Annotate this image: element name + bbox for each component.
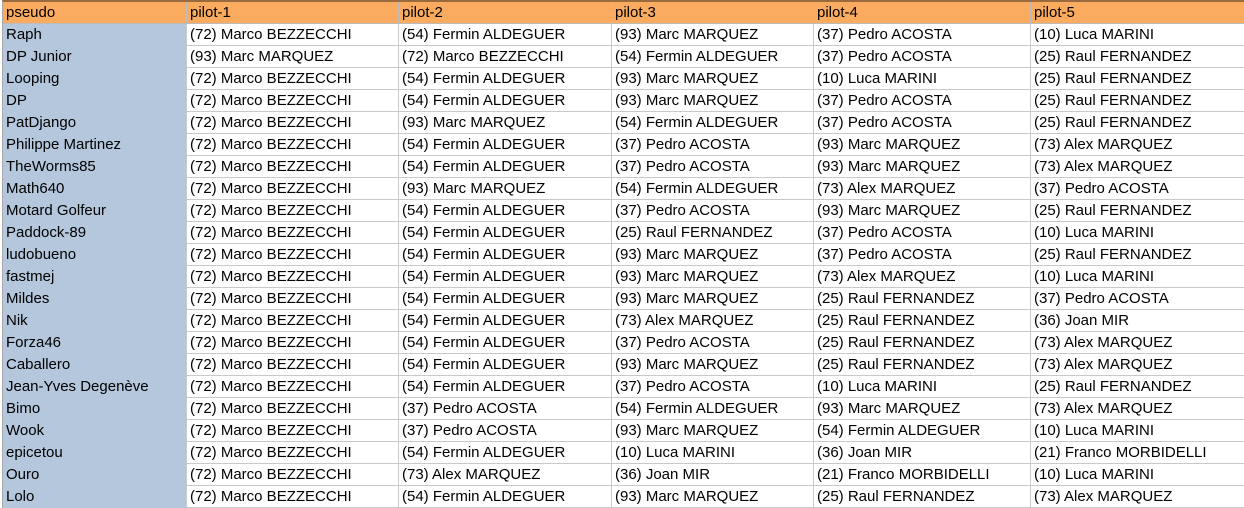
pick-cell[interactable]: (54) Fermin ALDEGUER xyxy=(399,354,612,376)
pseudo-cell[interactable]: Bimo xyxy=(3,398,187,420)
pick-cell[interactable]: (72) Marco BEZZECCHI xyxy=(187,398,399,420)
column-header-pilot-5[interactable]: pilot-5 xyxy=(1031,2,1244,24)
pick-cell[interactable]: (54) Fermin ALDEGUER xyxy=(399,134,612,156)
pseudo-cell[interactable]: TheWorms85 xyxy=(3,156,187,178)
pick-cell[interactable]: (37) Pedro ACOSTA xyxy=(1031,178,1244,200)
pick-cell[interactable]: (25) Raul FERNANDEZ xyxy=(1031,90,1244,112)
pick-cell[interactable]: (25) Raul FERNANDEZ xyxy=(1031,68,1244,90)
pseudo-cell[interactable]: Jean-Yves Degenève xyxy=(3,376,187,398)
pick-cell[interactable]: (54) Fermin ALDEGUER xyxy=(399,90,612,112)
pick-cell[interactable]: (72) Marco BEZZECCHI xyxy=(187,442,399,464)
pick-cell[interactable]: (73) Alex MARQUEZ xyxy=(1031,354,1244,376)
pick-cell[interactable]: (73) Alex MARQUEZ xyxy=(1031,134,1244,156)
pick-cell[interactable]: (72) Marco BEZZECCHI xyxy=(187,288,399,310)
pick-cell[interactable]: (25) Raul FERNANDEZ xyxy=(814,332,1031,354)
pick-cell[interactable]: (37) Pedro ACOSTA xyxy=(1031,288,1244,310)
pick-cell[interactable]: (93) Marc MARQUEZ xyxy=(814,156,1031,178)
predictions-table xyxy=(2,0,1244,508)
pick-cell[interactable]: (73) Alex MARQUEZ xyxy=(612,310,814,332)
pick-cell[interactable]: (72) Marco BEZZECCHI xyxy=(187,222,399,244)
pick-cell[interactable]: (72) Marco BEZZECCHI xyxy=(187,310,399,332)
pick-cell[interactable]: (93) Marc MARQUEZ xyxy=(612,68,814,90)
pseudo-cell[interactable]: Lolo xyxy=(3,486,187,508)
pick-cell[interactable]: (73) Alex MARQUEZ xyxy=(1031,332,1244,354)
pick-cell[interactable]: (25) Raul FERNANDEZ xyxy=(612,222,814,244)
pick-cell[interactable]: (54) Fermin ALDEGUER xyxy=(814,420,1031,442)
pick-cell[interactable]: (54) Fermin ALDEGUER xyxy=(399,288,612,310)
pseudo-cell[interactable]: Raph xyxy=(3,24,187,46)
pick-cell[interactable]: (72) Marco BEZZECCHI xyxy=(399,46,612,68)
pick-cell[interactable]: (72) Marco BEZZECCHI xyxy=(187,376,399,398)
pick-cell[interactable]: (93) Marc MARQUEZ xyxy=(399,112,612,134)
pseudo-cell[interactable]: Looping xyxy=(3,68,187,90)
pick-cell[interactable]: (93) Marc MARQUEZ xyxy=(612,420,814,442)
pick-cell[interactable]: (37) Pedro ACOSTA xyxy=(814,24,1031,46)
pick-cell[interactable]: (72) Marco BEZZECCHI xyxy=(187,134,399,156)
pick-cell[interactable]: (21) Franco MORBIDELLI xyxy=(814,464,1031,486)
pick-cell[interactable]: (93) Marc MARQUEZ xyxy=(612,244,814,266)
pick-cell[interactable]: (54) Fermin ALDEGUER xyxy=(612,398,814,420)
pseudo-cell[interactable]: PatDjango xyxy=(3,112,187,134)
column-header-pseudo[interactable]: pseudo xyxy=(3,2,187,24)
pick-cell[interactable]: (37) Pedro ACOSTA xyxy=(814,222,1031,244)
pick-cell[interactable]: (72) Marco BEZZECCHI xyxy=(187,420,399,442)
pick-cell[interactable]: (73) Alex MARQUEZ xyxy=(399,464,612,486)
pick-cell[interactable]: (72) Marco BEZZECCHI xyxy=(187,200,399,222)
pseudo-cell[interactable]: Wook xyxy=(3,420,187,442)
pseudo-cell[interactable]: Paddock-89 xyxy=(3,222,187,244)
pick-cell[interactable]: (54) Fermin ALDEGUER xyxy=(399,24,612,46)
pick-cell[interactable]: (37) Pedro ACOSTA xyxy=(612,156,814,178)
pick-cell[interactable]: (73) Alex MARQUEZ xyxy=(814,178,1031,200)
pick-cell[interactable]: (93) Marc MARQUEZ xyxy=(612,266,814,288)
pick-cell[interactable]: (37) Pedro ACOSTA xyxy=(814,244,1031,266)
pick-cell[interactable]: (36) Joan MIR xyxy=(612,464,814,486)
pick-cell[interactable]: (93) Marc MARQUEZ xyxy=(612,288,814,310)
pick-cell[interactable]: (54) Fermin ALDEGUER xyxy=(612,178,814,200)
pick-cell[interactable]: (72) Marco BEZZECCHI xyxy=(187,90,399,112)
pseudo-cell[interactable]: DP Junior xyxy=(3,46,187,68)
pick-cell[interactable]: (72) Marco BEZZECCHI xyxy=(187,24,399,46)
pick-cell[interactable]: (37) Pedro ACOSTA xyxy=(399,398,612,420)
pick-cell[interactable]: (93) Marc MARQUEZ xyxy=(399,178,612,200)
pick-cell[interactable]: (54) Fermin ALDEGUER xyxy=(399,244,612,266)
pick-cell[interactable]: (25) Raul FERNANDEZ xyxy=(1031,376,1244,398)
pick-cell[interactable]: (25) Raul FERNANDEZ xyxy=(1031,112,1244,134)
pick-cell[interactable]: (37) Pedro ACOSTA xyxy=(814,46,1031,68)
pick-cell[interactable]: (36) Joan MIR xyxy=(1031,310,1244,332)
pick-cell[interactable]: (25) Raul FERNANDEZ xyxy=(1031,46,1244,68)
pick-cell[interactable]: (54) Fermin ALDEGUER xyxy=(399,222,612,244)
pick-cell[interactable]: (93) Marc MARQUEZ xyxy=(612,90,814,112)
pick-cell[interactable]: (25) Raul FERNANDEZ xyxy=(814,486,1031,508)
pick-cell[interactable]: (93) Marc MARQUEZ xyxy=(187,46,399,68)
pick-cell[interactable]: (72) Marco BEZZECCHI xyxy=(187,178,399,200)
pick-cell[interactable]: (93) Marc MARQUEZ xyxy=(814,134,1031,156)
pick-cell[interactable]: (72) Marco BEZZECCHI xyxy=(187,354,399,376)
pick-cell[interactable]: (72) Marco BEZZECCHI xyxy=(187,332,399,354)
pseudo-cell[interactable]: Nik xyxy=(3,310,187,332)
pick-cell[interactable]: (10) Luca MARINI xyxy=(814,68,1031,90)
pick-cell[interactable]: (25) Raul FERNANDEZ xyxy=(1031,244,1244,266)
pick-cell[interactable]: (25) Raul FERNANDEZ xyxy=(814,310,1031,332)
pick-cell[interactable]: (37) Pedro ACOSTA xyxy=(399,420,612,442)
pick-cell[interactable]: (54) Fermin ALDEGUER xyxy=(399,376,612,398)
pick-cell[interactable]: (93) Marc MARQUEZ xyxy=(612,354,814,376)
pick-cell[interactable]: (54) Fermin ALDEGUER xyxy=(399,200,612,222)
pseudo-cell[interactable]: ludobueno xyxy=(3,244,187,266)
pick-cell[interactable]: (72) Marco BEZZECCHI xyxy=(187,156,399,178)
pick-cell[interactable]: (10) Luca MARINI xyxy=(1031,464,1244,486)
pick-cell[interactable]: (54) Fermin ALDEGUER xyxy=(399,442,612,464)
pick-cell[interactable]: (72) Marco BEZZECCHI xyxy=(187,68,399,90)
pick-cell[interactable]: (54) Fermin ALDEGUER xyxy=(399,486,612,508)
pseudo-cell[interactable]: Philippe Martinez xyxy=(3,134,187,156)
pseudo-cell[interactable]: epicetou xyxy=(3,442,187,464)
pick-cell[interactable]: (93) Marc MARQUEZ xyxy=(612,486,814,508)
pick-cell[interactable]: (10) Luca MARINI xyxy=(814,376,1031,398)
pick-cell[interactable]: (73) Alex MARQUEZ xyxy=(1031,486,1244,508)
pick-cell[interactable]: (54) Fermin ALDEGUER xyxy=(399,156,612,178)
pseudo-cell[interactable]: Caballero xyxy=(3,354,187,376)
pick-cell[interactable]: (37) Pedro ACOSTA xyxy=(814,90,1031,112)
pseudo-cell[interactable]: DP xyxy=(3,90,187,112)
pick-cell[interactable]: (72) Marco BEZZECCHI xyxy=(187,464,399,486)
pick-cell[interactable]: (21) Franco MORBIDELLI xyxy=(1031,442,1244,464)
pick-cell[interactable]: (10) Luca MARINI xyxy=(1031,266,1244,288)
pick-cell[interactable]: (25) Raul FERNANDEZ xyxy=(814,354,1031,376)
pick-cell[interactable]: (93) Marc MARQUEZ xyxy=(612,24,814,46)
pick-cell[interactable]: (37) Pedro ACOSTA xyxy=(612,332,814,354)
pick-cell[interactable]: (93) Marc MARQUEZ xyxy=(814,398,1031,420)
pick-cell[interactable]: (93) Marc MARQUEZ xyxy=(814,200,1031,222)
pseudo-cell[interactable]: Math640 xyxy=(3,178,187,200)
pseudo-cell[interactable]: Ouro xyxy=(3,464,187,486)
pick-cell[interactable]: (73) Alex MARQUEZ xyxy=(1031,398,1244,420)
pick-cell[interactable]: (54) Fermin ALDEGUER xyxy=(399,266,612,288)
pick-cell[interactable]: (73) Alex MARQUEZ xyxy=(814,266,1031,288)
pick-cell[interactable]: (37) Pedro ACOSTA xyxy=(612,376,814,398)
pick-cell[interactable]: (72) Marco BEZZECCHI xyxy=(187,486,399,508)
pick-cell[interactable]: (54) Fermin ALDEGUER xyxy=(399,310,612,332)
pick-cell[interactable]: (37) Pedro ACOSTA xyxy=(612,134,814,156)
pick-cell[interactable]: (72) Marco BEZZECCHI xyxy=(187,266,399,288)
pick-cell[interactable]: (10) Luca MARINI xyxy=(612,442,814,464)
pick-cell[interactable]: (54) Fermin ALDEGUER xyxy=(612,46,814,68)
pick-cell[interactable]: (37) Pedro ACOSTA xyxy=(612,200,814,222)
pick-cell[interactable]: (54) Fermin ALDEGUER xyxy=(399,332,612,354)
pick-cell[interactable]: (54) Fermin ALDEGUER xyxy=(399,68,612,90)
pick-cell[interactable]: (37) Pedro ACOSTA xyxy=(814,112,1031,134)
pick-cell[interactable]: (10) Luca MARINI xyxy=(1031,222,1244,244)
column-header-pilot-3[interactable]: pilot-3 xyxy=(612,2,814,24)
column-header-pilot-2[interactable]: pilot-2 xyxy=(399,2,612,24)
pick-cell[interactable]: (10) Luca MARINI xyxy=(1031,24,1244,46)
pick-cell[interactable]: (25) Raul FERNANDEZ xyxy=(814,288,1031,310)
pseudo-cell[interactable]: Motard Golfeur xyxy=(3,200,187,222)
pseudo-cell[interactable]: Mildes xyxy=(3,288,187,310)
pick-cell[interactable]: (54) Fermin ALDEGUER xyxy=(612,112,814,134)
column-header-pilot-4[interactable]: pilot-4 xyxy=(814,2,1031,24)
pick-cell[interactable]: (25) Raul FERNANDEZ xyxy=(1031,200,1244,222)
pseudo-cell[interactable]: Forza46 xyxy=(3,332,187,354)
pseudo-cell[interactable]: fastmej xyxy=(3,266,187,288)
pick-cell[interactable]: (72) Marco BEZZECCHI xyxy=(187,244,399,266)
pick-cell[interactable]: (73) Alex MARQUEZ xyxy=(1031,156,1244,178)
pick-cell[interactable]: (10) Luca MARINI xyxy=(1031,420,1244,442)
column-header-pilot-1[interactable]: pilot-1 xyxy=(187,2,399,24)
pick-cell[interactable]: (36) Joan MIR xyxy=(814,442,1031,464)
pick-cell[interactable]: (72) Marco BEZZECCHI xyxy=(187,112,399,134)
